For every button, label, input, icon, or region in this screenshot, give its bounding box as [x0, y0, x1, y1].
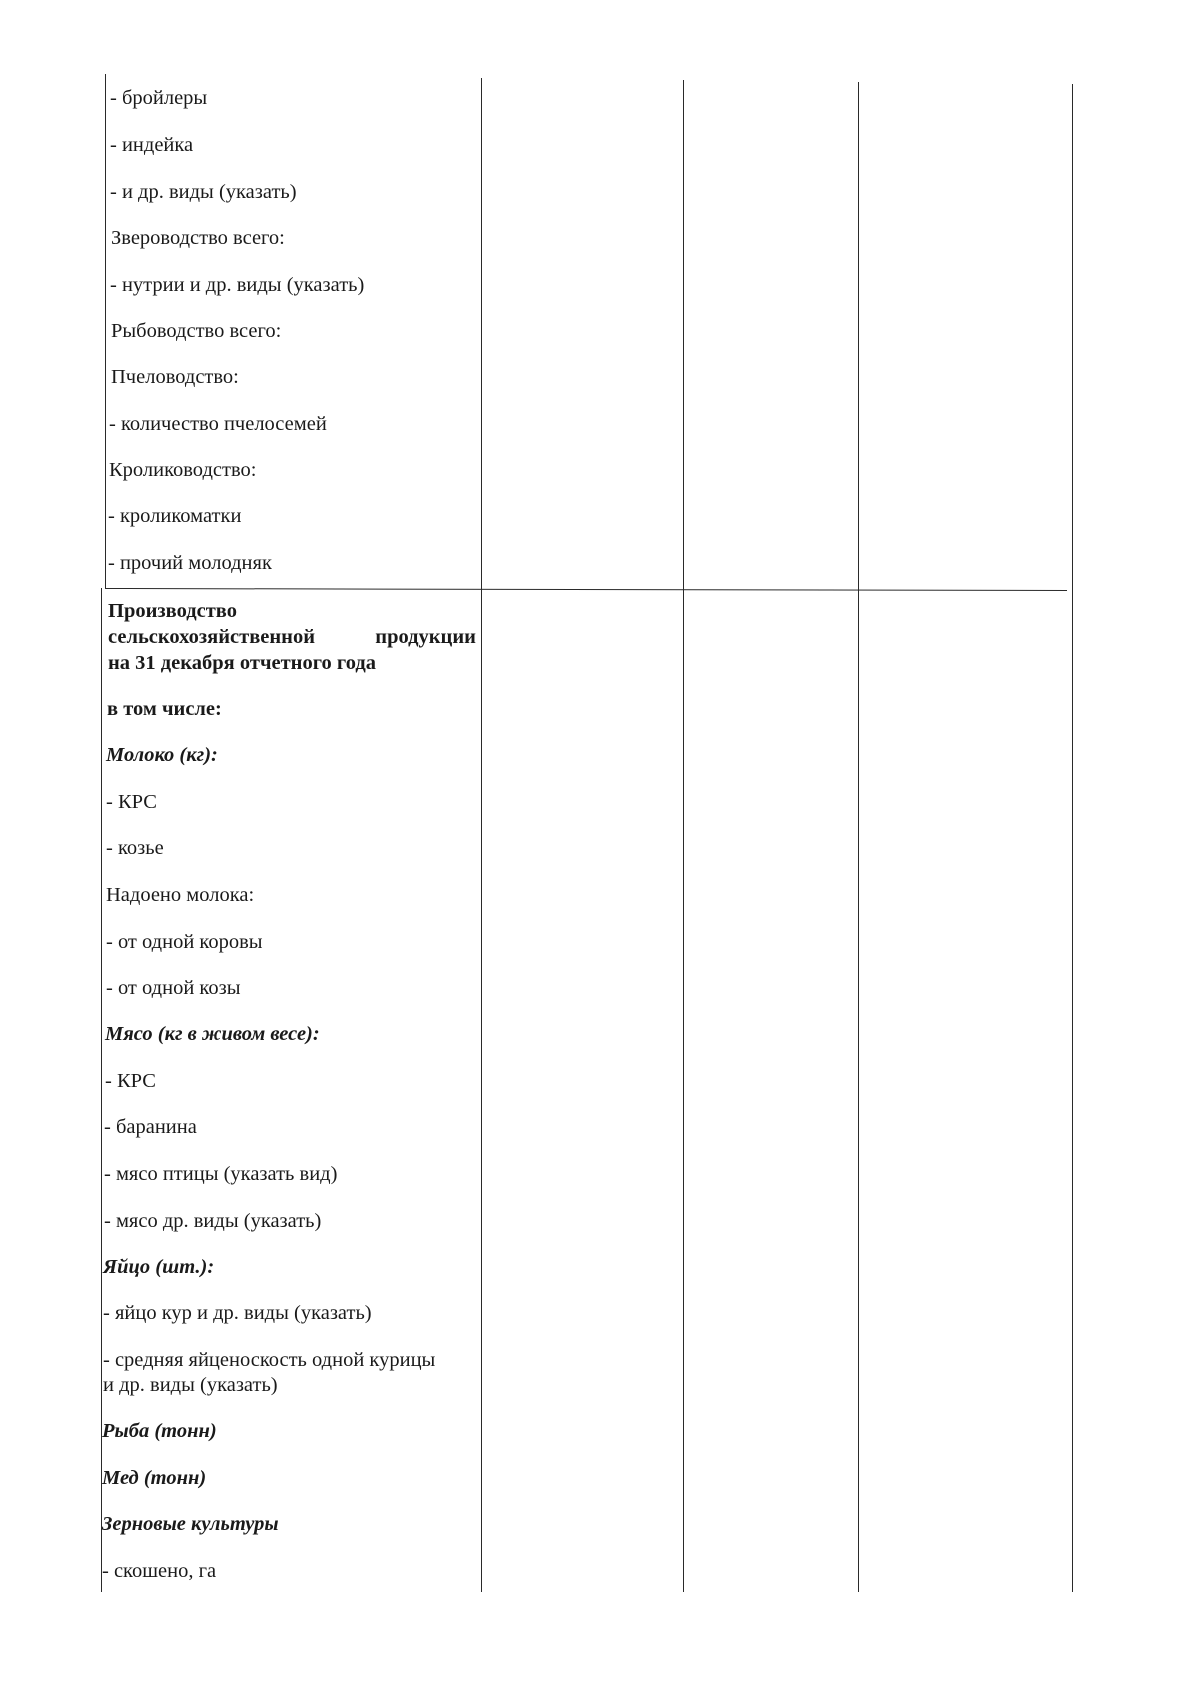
- list-item-line: - средняя яйценоскость одной курицы: [103, 1349, 436, 1371]
- column-divider-2: [683, 80, 684, 1592]
- column-divider-1: [481, 78, 482, 1592]
- list-item: - бройлеры: [110, 87, 208, 109]
- group-title-milk: Молоко (кг):: [106, 744, 218, 766]
- list-item: - козье: [106, 837, 164, 859]
- subheading: в том числе:: [107, 698, 222, 720]
- list-item: - и др. виды (указать): [110, 181, 297, 203]
- group-title-meat: Мясо (кг в живом весе):: [105, 1023, 320, 1045]
- list-item: - яйцо кур и др. виды (указать): [103, 1302, 372, 1324]
- row-separator: [105, 588, 1067, 591]
- group-title-milk-yield: Надоено молока:: [106, 884, 255, 906]
- group-title-grain: Зерновые культуры: [102, 1513, 279, 1535]
- column-divider-4: [1072, 84, 1073, 1592]
- group-title-fish: Рыба (тонн): [102, 1420, 217, 1442]
- list-item: - КРС: [105, 1070, 156, 1092]
- list-item: - кроликоматки: [108, 505, 242, 527]
- column-divider-3: [858, 82, 859, 1592]
- list-item: - КРС: [106, 791, 157, 813]
- list-item: Кролиководство:: [109, 459, 257, 481]
- list-item: - прочий молодняк: [108, 552, 272, 574]
- list-item: - нутрии и др. виды (указать): [110, 274, 365, 296]
- list-item: - скошено, га: [102, 1560, 217, 1582]
- list-item: - индейка: [110, 134, 194, 156]
- list-item-line: и др. виды (указать): [103, 1374, 278, 1396]
- list-item: - мясо птицы (указать вид): [104, 1163, 338, 1185]
- list-item: - от одной козы: [106, 977, 241, 999]
- group-title-eggs: Яйцо (шт.):: [103, 1256, 215, 1278]
- group-title-honey: Мед (тонн): [102, 1467, 207, 1489]
- list-item: - количество пчелосемей: [109, 413, 327, 435]
- heading-line: Производство: [108, 600, 237, 622]
- list-item: - от одной коровы: [106, 931, 263, 953]
- list-item: [103, 1348, 473, 1398]
- heading-line: на 31 декабря отчетного года: [108, 652, 376, 674]
- list-item: Пчеловодство:: [111, 366, 239, 388]
- list-item: Звероводство всего:: [111, 227, 285, 249]
- list-item: - баранина: [104, 1116, 197, 1138]
- heading-line: сельскохозяйственной продукции: [108, 626, 476, 648]
- table-left-border-top: [105, 74, 106, 588]
- section-heading: [108, 598, 476, 676]
- list-item: - мясо др. виды (указать): [104, 1210, 322, 1232]
- list-item: Рыбоводство всего:: [111, 320, 282, 342]
